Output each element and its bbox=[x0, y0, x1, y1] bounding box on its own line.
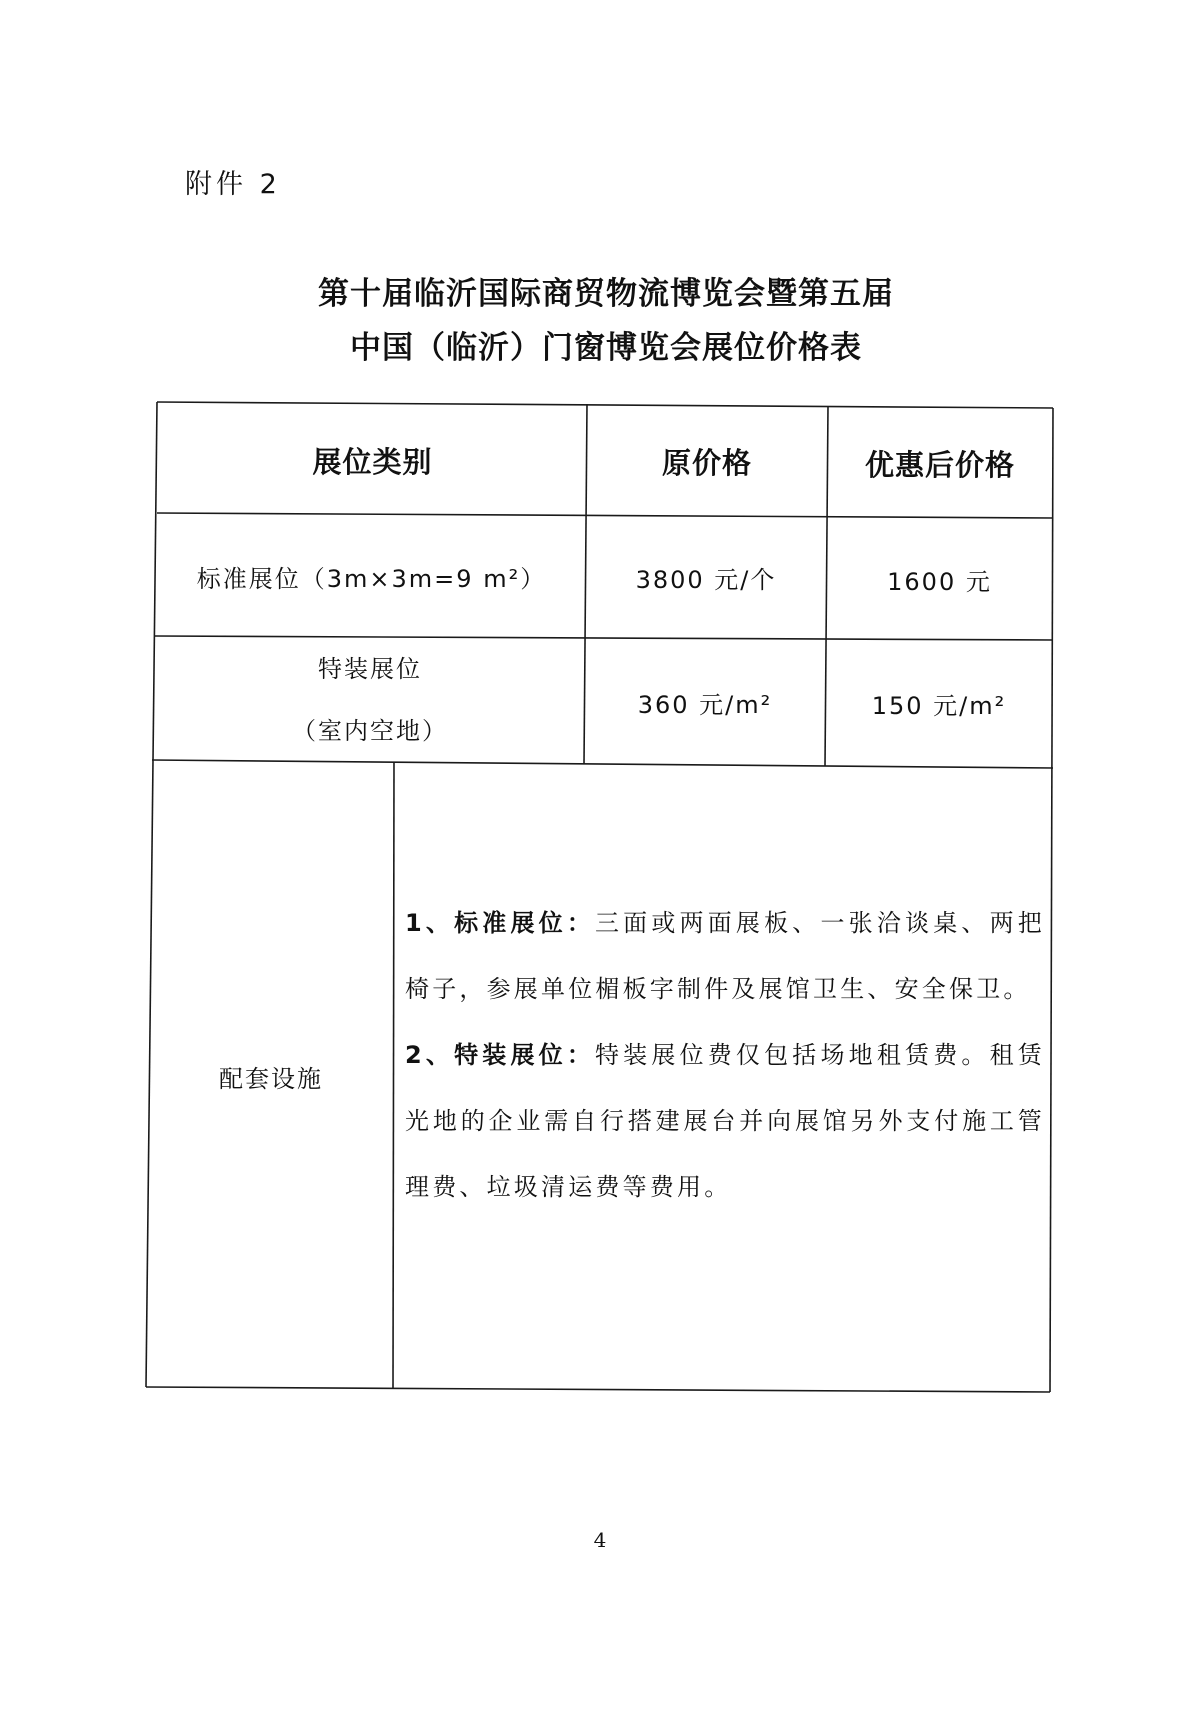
row-custom-booth-discount-price: 150 元/m² bbox=[871, 692, 1007, 720]
document-title-line-1: 第十届临沂国际商贸物流博览会暨第五届 bbox=[318, 276, 894, 312]
page-number: 4 bbox=[593, 1528, 607, 1552]
facilities-item-2-text: 特装展位费仅包括场地租赁费。租赁光地的企业需自行搭建展台并向展馆另外支付施工管理费、垃圾清运费等费用。 bbox=[405, 1041, 1045, 1201]
facilities-item-1-text: 三面或两面展板、一张洽谈桌、两把椅子，参展单位楣板字制件及展馆卫生、安全保卫。 bbox=[405, 909, 1045, 1003]
facilities-item-2-heading: 2、特装展位： bbox=[405, 1041, 595, 1069]
facilities-label: 配套设施 bbox=[219, 1064, 323, 1093]
document-title-line-2: 中国（临沂）门窗博览会展位价格表 bbox=[350, 330, 862, 366]
header-category: 展位类别 bbox=[312, 444, 433, 479]
row-custom-booth-category-line-1: 特装展位 bbox=[318, 655, 422, 683]
attachment-label: 附件 2 bbox=[185, 169, 281, 200]
row-standard-booth-discount-price: 1600 元 bbox=[887, 567, 992, 596]
row-standard-booth-category: 标准展位（3m×3m=9 m²） bbox=[196, 564, 547, 593]
row-custom-booth-category-line-2: （室内空地） bbox=[292, 717, 448, 745]
row-custom-booth-category bbox=[156, 638, 584, 762]
facilities-description bbox=[405, 890, 1045, 1220]
header-discount-price: 优惠后价格 bbox=[864, 447, 1015, 482]
facilities-item-1-heading: 1、标准展位： bbox=[405, 909, 595, 937]
row-custom-booth-original-price: 360 元/m² bbox=[637, 690, 773, 719]
header-original-price: 原价格 bbox=[661, 445, 752, 480]
row-standard-booth-original-price: 3800 元/个 bbox=[635, 566, 777, 594]
